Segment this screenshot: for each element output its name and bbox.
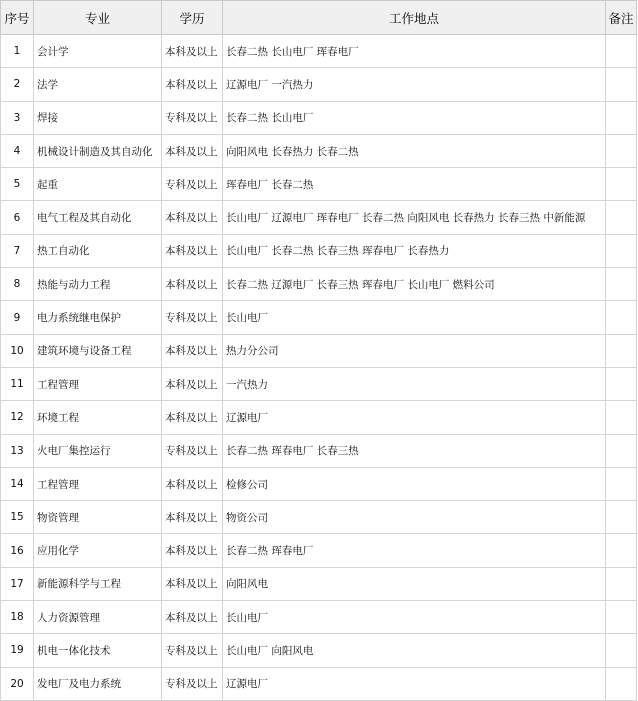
education-cell: 专科及以上 [162,434,223,467]
note-cell [606,101,637,134]
note-cell [606,168,637,201]
major-cell: 机械设计制造及其自动化 [34,134,162,167]
location-cell: 辽源电厂 一汽热力 [223,68,606,101]
major-cell: 热能与动力工程 [34,268,162,301]
row-number: 3 [1,101,34,134]
table-row [1,667,637,700]
table-body [1,35,637,701]
location-cell: 热力分公司 [223,334,606,367]
major-cell: 建筑环境与设备工程 [34,334,162,367]
education-cell: 专科及以上 [162,101,223,134]
education-cell: 专科及以上 [162,667,223,700]
row-number: 4 [1,134,34,167]
major-cell: 发电厂及电力系统 [34,667,162,700]
education-cell: 本科及以上 [162,601,223,634]
note-cell [606,601,637,634]
row-number: 18 [1,601,34,634]
location-cell: 一汽热力 [223,367,606,400]
table-row [1,567,637,600]
table-row [1,501,637,534]
table-row [1,334,637,367]
note-cell [606,134,637,167]
major-cell: 起重 [34,168,162,201]
row-number: 2 [1,68,34,101]
row-number: 16 [1,534,34,567]
education-cell: 本科及以上 [162,201,223,234]
major-cell: 人力资源管理 [34,601,162,634]
note-cell [606,68,637,101]
location-cell: 长春二热 珲春电厂 长春三热 [223,434,606,467]
education-cell: 本科及以上 [162,501,223,534]
location-cell: 长山电厂 辽源电厂 珲春电厂 长春二热 向阳风电 长春热力 长春三热 中新能源 [223,201,606,234]
note-cell [606,268,637,301]
note-cell [606,201,637,234]
table-row [1,234,637,267]
row-number: 8 [1,268,34,301]
table-row [1,467,637,500]
row-number: 6 [1,201,34,234]
header-row [1,1,637,35]
table-row [1,401,637,434]
major-cell: 电气工程及其自动化 [34,201,162,234]
table-row [1,134,637,167]
education-cell: 本科及以上 [162,134,223,167]
education-cell: 本科及以上 [162,534,223,567]
location-cell: 长山电厂 [223,601,606,634]
row-number: 15 [1,501,34,534]
table-row [1,68,637,101]
education-cell: 专科及以上 [162,168,223,201]
location-cell: 长山电厂 长春二热 长春三热 珲春电厂 长春热力 [223,234,606,267]
major-cell: 会计学 [34,35,162,68]
major-cell: 火电厂集控运行 [34,434,162,467]
location-cell: 珲春电厂 长春二热 [223,168,606,201]
row-number: 10 [1,334,34,367]
table-row [1,168,637,201]
table-row [1,268,637,301]
note-cell [606,634,637,667]
major-cell: 焊接 [34,101,162,134]
note-cell [606,401,637,434]
note-cell [606,534,637,567]
major-cell: 法学 [34,68,162,101]
row-number: 13 [1,434,34,467]
education-cell: 本科及以上 [162,68,223,101]
note-cell [606,334,637,367]
row-number: 20 [1,667,34,700]
note-cell [606,301,637,334]
major-cell: 应用化学 [34,534,162,567]
row-number: 17 [1,567,34,600]
education-cell: 本科及以上 [162,467,223,500]
major-cell: 工程管理 [34,367,162,400]
row-number: 1 [1,35,34,68]
major-cell: 热工自动化 [34,234,162,267]
major-cell: 环境工程 [34,401,162,434]
education-cell: 本科及以上 [162,334,223,367]
note-cell [606,501,637,534]
location-cell: 向阳风电 [223,567,606,600]
location-cell: 长春二热 长山电厂 [223,101,606,134]
row-number: 9 [1,301,34,334]
note-cell [606,35,637,68]
row-number: 7 [1,234,34,267]
note-cell [606,367,637,400]
education-cell: 本科及以上 [162,567,223,600]
location-cell: 长山电厂 向阳风电 [223,634,606,667]
location-cell: 长春二热 辽源电厂 长春三热 珲春电厂 长山电厂 燃料公司 [223,268,606,301]
location-cell: 检修公司 [223,467,606,500]
note-cell [606,234,637,267]
education-cell: 本科及以上 [162,268,223,301]
location-cell: 长山电厂 [223,301,606,334]
table-row [1,201,637,234]
header-no: 序号 [1,1,34,35]
note-cell [606,667,637,700]
note-cell [606,434,637,467]
row-number: 5 [1,168,34,201]
location-cell: 长春二热 珲春电厂 [223,534,606,567]
row-number: 14 [1,467,34,500]
row-number: 11 [1,367,34,400]
major-cell: 电力系统继电保护 [34,301,162,334]
education-cell: 专科及以上 [162,301,223,334]
major-cell: 工程管理 [34,467,162,500]
row-number: 12 [1,401,34,434]
education-cell: 本科及以上 [162,234,223,267]
education-cell: 本科及以上 [162,401,223,434]
education-cell: 本科及以上 [162,35,223,68]
header-education: 学历 [162,1,223,35]
header-major: 专业 [34,1,162,35]
education-cell: 本科及以上 [162,367,223,400]
header-location: 工作地点 [223,1,606,35]
education-cell: 专科及以上 [162,634,223,667]
major-cell: 机电一体化技术 [34,634,162,667]
row-number: 19 [1,634,34,667]
note-cell [606,467,637,500]
location-cell: 长春二热 长山电厂 珲春电厂 [223,35,606,68]
major-cell: 物资管理 [34,501,162,534]
location-cell: 辽源电厂 [223,667,606,700]
location-cell: 辽源电厂 [223,401,606,434]
major-cell: 新能源科学与工程 [34,567,162,600]
table-row [1,35,637,68]
table-row [1,634,637,667]
table-row [1,534,637,567]
table-row [1,434,637,467]
table-row [1,367,637,400]
table-row [1,301,637,334]
note-cell [606,567,637,600]
location-cell: 物资公司 [223,501,606,534]
location-cell: 向阳风电 长春热力 长春二热 [223,134,606,167]
header-note: 备注 [606,1,637,35]
table-row [1,101,637,134]
table-row [1,601,637,634]
